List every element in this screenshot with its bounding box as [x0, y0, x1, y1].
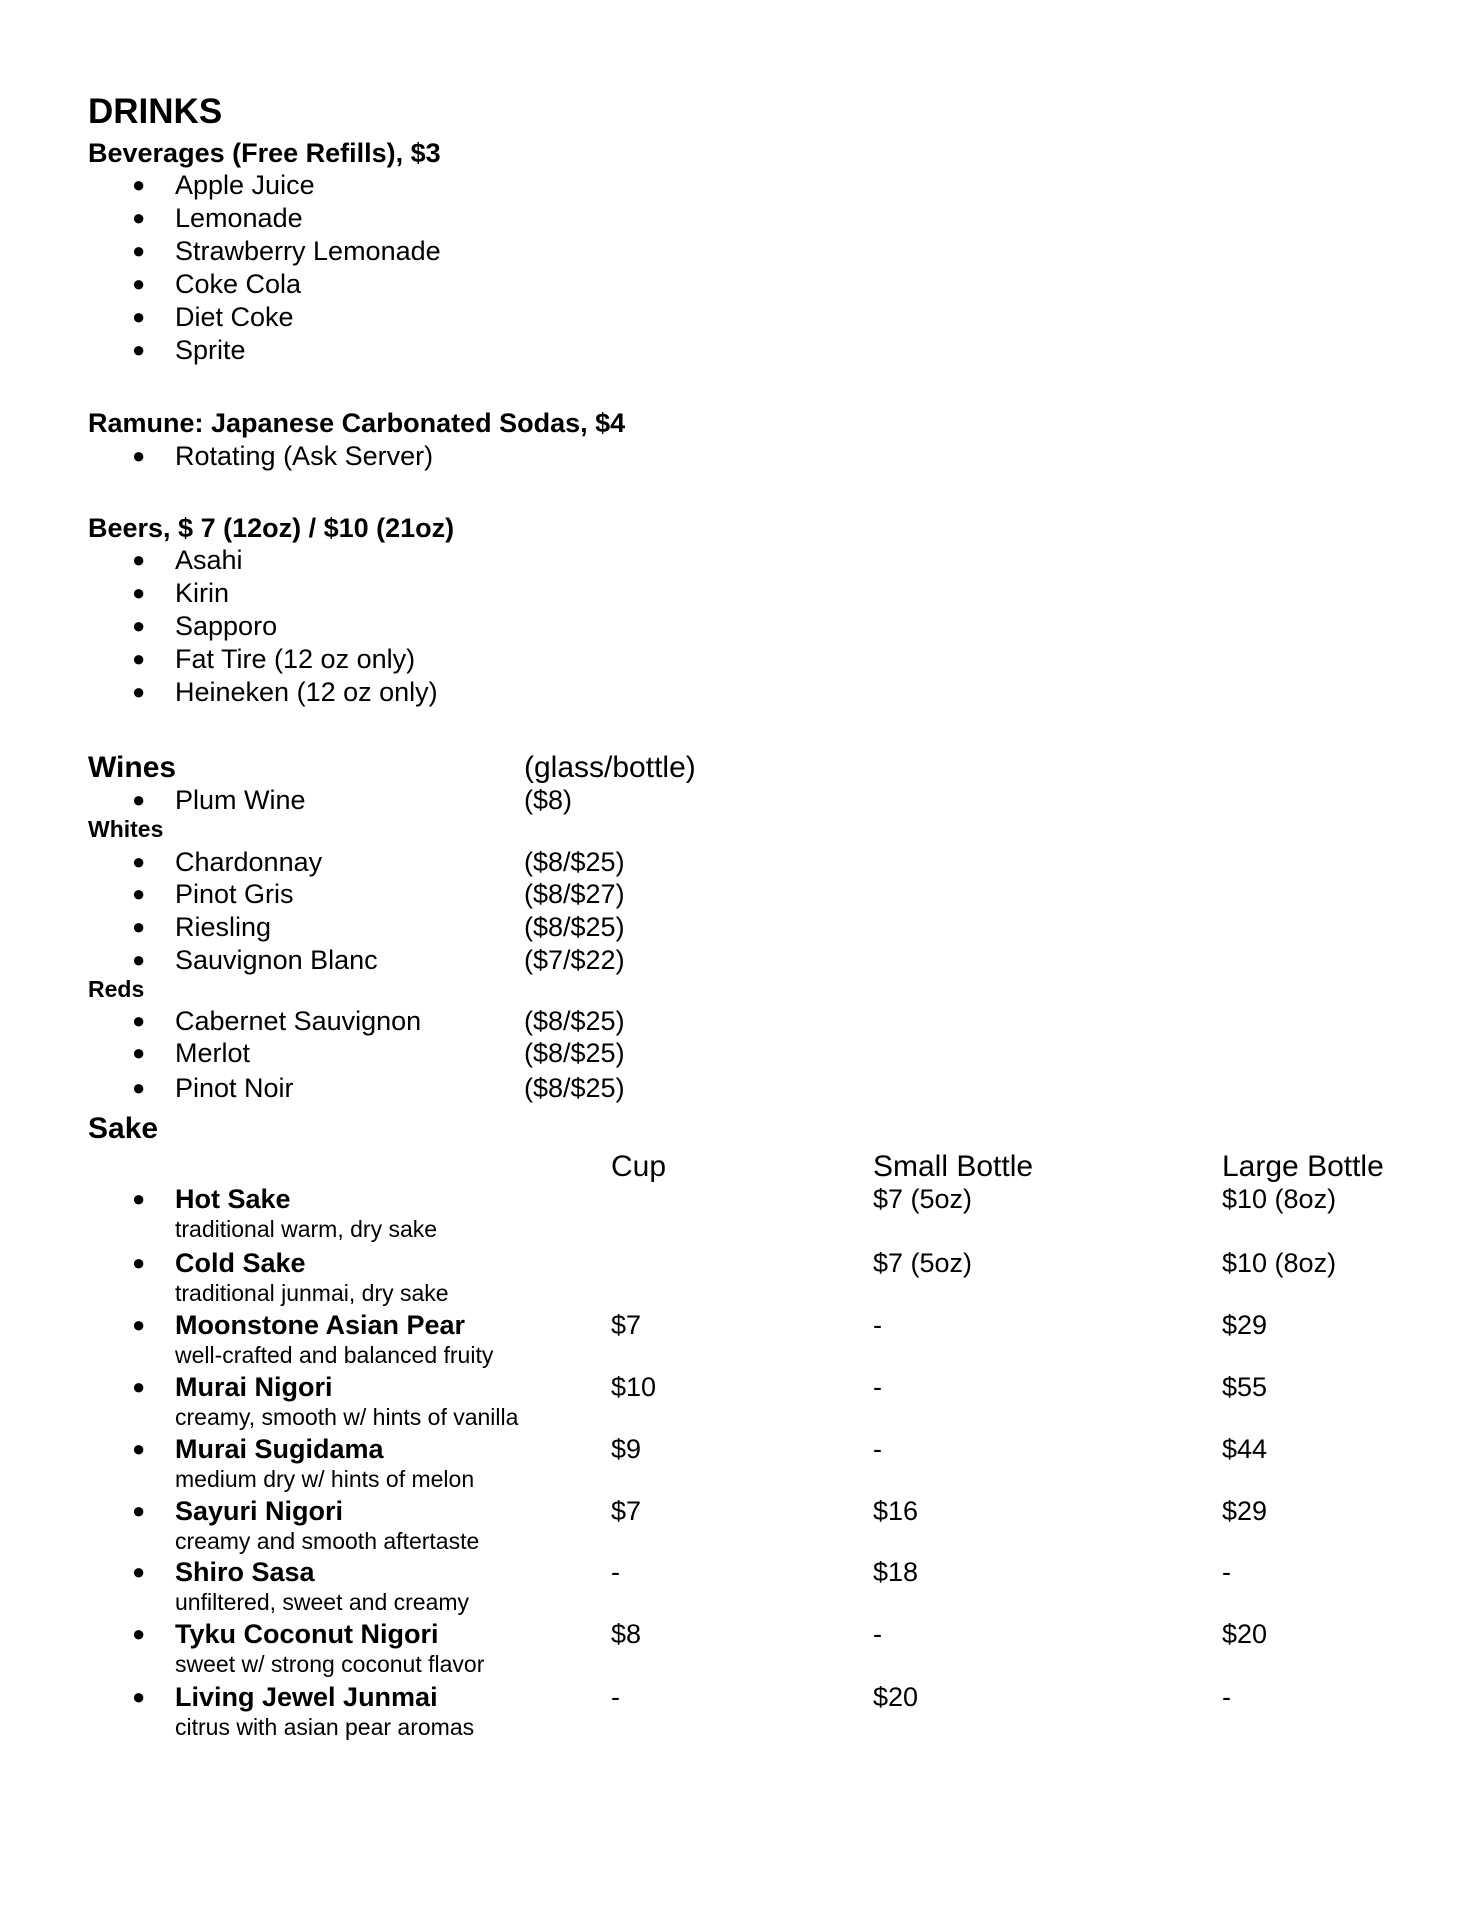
sake-price-large-bottle: $55 — [1222, 1372, 1268, 1402]
sake-item-description: traditional warm, dry sake — [175, 1216, 438, 1242]
list-item-beverage: Apple Juice — [175, 170, 315, 200]
section-heading-wines: Wines — [88, 751, 177, 784]
sake-item-name: Sayuri Nigori — [175, 1496, 344, 1526]
sake-item-description: creamy and smooth aftertaste — [175, 1528, 480, 1554]
section-heading-sake: Sake — [88, 1112, 159, 1145]
sake-price-small-bottle: $7 (5oz) — [873, 1248, 973, 1278]
sake-item-name: Cold Sake — [175, 1248, 306, 1278]
section-heading-beers: Beers, $ 7 (12oz) / $10 (21oz) — [88, 513, 455, 543]
sake-price-cup: $10 — [611, 1372, 657, 1402]
bullet-icon: ● — [132, 1040, 146, 1065]
wine-item-price: ($8/$25) — [524, 847, 625, 877]
subheading-reds: Reds — [88, 976, 145, 1002]
sake-price-cup: - — [611, 1557, 620, 1587]
sake-price-cup: $9 — [611, 1434, 642, 1464]
sake-item-description: well-crafted and balanced fruity — [175, 1342, 494, 1368]
sake-price-small-bottle: - — [873, 1310, 882, 1340]
sake-item-name: Murai Sugidama — [175, 1434, 384, 1464]
bullet-icon: ● — [132, 1684, 146, 1709]
sake-item-description: sweet w/ strong coconut flavor — [175, 1651, 485, 1677]
wine-item-price: ($8/$25) — [524, 912, 625, 942]
sake-item-name: Shiro Sasa — [175, 1557, 315, 1587]
bullet-icon: ● — [132, 613, 146, 638]
sake-item-description: traditional junmai, dry sake — [175, 1280, 449, 1306]
list-item-beverage: Sprite — [175, 335, 246, 365]
list-item-beer: Kirin — [175, 578, 230, 608]
sake-item-description: medium dry w/ hints of melon — [175, 1466, 475, 1492]
section-heading-ramune: Ramune: Japanese Carbonated Sodas, $4 — [88, 408, 626, 438]
sake-price-small-bottle: $16 — [873, 1496, 919, 1526]
sake-price-large-bottle: $29 — [1222, 1310, 1268, 1340]
sake-item-description: creamy, smooth w/ hints of vanilla — [175, 1404, 519, 1430]
sake-price-cup: $8 — [611, 1619, 642, 1649]
wine-item-name: Plum Wine — [175, 785, 306, 815]
sake-price-cup: $7 — [611, 1496, 642, 1526]
list-item-beverage: Diet Coke — [175, 302, 294, 332]
bullet-icon: ● — [132, 172, 146, 197]
sake-price-large-bottle: $20 — [1222, 1619, 1268, 1649]
bullet-icon: ● — [132, 1008, 146, 1033]
bullet-icon: ● — [132, 679, 146, 704]
section-heading-beverages: Beverages (Free Refills), $3 — [88, 138, 441, 168]
sake-item-name: Murai Nigori — [175, 1372, 333, 1402]
sake-price-cup: $7 — [611, 1310, 642, 1340]
wine-item-price: ($8/$25) — [524, 1073, 625, 1103]
bullet-icon: ● — [132, 1559, 146, 1584]
wine-price-header: (glass/bottle) — [524, 751, 696, 784]
wine-item-name: Chardonnay — [175, 847, 323, 877]
sake-price-large-bottle: $29 — [1222, 1496, 1268, 1526]
bullet-icon: ● — [132, 849, 146, 874]
bullet-icon: ● — [132, 1498, 146, 1523]
bullet-icon: ● — [132, 787, 146, 812]
sake-item-name: Living Jewel Junmai — [175, 1682, 438, 1712]
wine-item-price: ($8/$25) — [524, 1038, 625, 1068]
bullet-icon: ● — [132, 238, 146, 263]
wine-item-name: Cabernet Sauvignon — [175, 1006, 422, 1036]
wine-item-price: ($8/$27) — [524, 879, 625, 909]
sake-item-name: Moonstone Asian Pear — [175, 1310, 466, 1340]
wine-item-price: ($8) — [524, 785, 573, 815]
sake-price-small-bottle: - — [873, 1434, 882, 1464]
list-item-beverage: Strawberry Lemonade — [175, 236, 441, 266]
bullet-icon: ● — [132, 1621, 146, 1646]
sake-price-large-bottle: - — [1222, 1557, 1231, 1587]
sake-price-small-bottle: - — [873, 1619, 882, 1649]
sake-item-name: Tyku Coconut Nigori — [175, 1619, 439, 1649]
sake-price-large-bottle: $44 — [1222, 1434, 1268, 1464]
wine-item-name: Pinot Gris — [175, 879, 294, 909]
sake-price-small-bottle: - — [873, 1372, 882, 1402]
bullet-icon: ● — [132, 947, 146, 972]
bullet-icon: ● — [132, 205, 146, 230]
list-item-beer: Heineken (12 oz only) — [175, 677, 438, 707]
sake-item-description: unfiltered, sweet and creamy — [175, 1589, 470, 1615]
page-title: DRINKS — [88, 92, 223, 131]
wine-item-name: Riesling — [175, 912, 272, 942]
bullet-icon: ● — [132, 304, 146, 329]
bullet-icon: ● — [132, 1250, 146, 1275]
list-item-beverage: Lemonade — [175, 203, 303, 233]
bullet-icon: ● — [132, 547, 146, 572]
bullet-icon: ● — [132, 1186, 146, 1211]
bullet-icon: ● — [132, 443, 146, 468]
bullet-icon: ● — [132, 580, 146, 605]
bullet-icon: ● — [132, 337, 146, 362]
list-item-beverage: Coke Cola — [175, 269, 302, 299]
wine-item-price: ($7/$22) — [524, 945, 625, 975]
wine-item-name: Pinot Noir — [175, 1073, 294, 1103]
bullet-icon: ● — [132, 271, 146, 296]
bullet-icon: ● — [132, 1312, 146, 1337]
sake-price-small-bottle: $7 (5oz) — [873, 1184, 973, 1214]
bullet-icon: ● — [132, 646, 146, 671]
sake-price-large-bottle: - — [1222, 1682, 1231, 1712]
wine-item-name: Sauvignon Blanc — [175, 945, 378, 975]
subheading-whites: Whites — [88, 816, 164, 842]
column-header-cup: Cup — [611, 1150, 667, 1183]
list-item-beer: Sapporo — [175, 611, 278, 641]
sake-price-small-bottle: $20 — [873, 1682, 919, 1712]
list-item-beer: Fat Tire (12 oz only) — [175, 644, 416, 674]
bullet-icon: ● — [132, 1436, 146, 1461]
sake-price-large-bottle: $10 (8oz) — [1222, 1184, 1337, 1214]
bullet-icon: ● — [132, 881, 146, 906]
column-header-large-bottle: Large Bottle — [1222, 1150, 1384, 1183]
sake-item-name: Hot Sake — [175, 1184, 291, 1214]
bullet-icon: ● — [132, 1075, 146, 1100]
sake-item-description: citrus with asian pear aromas — [175, 1714, 475, 1740]
sake-price-small-bottle: $18 — [873, 1557, 919, 1587]
column-header-small-bottle: Small Bottle — [873, 1150, 1034, 1183]
bullet-icon: ● — [132, 914, 146, 939]
wine-item-price: ($8/$25) — [524, 1006, 625, 1036]
wine-item-name: Merlot — [175, 1038, 251, 1068]
list-item-beer: Asahi — [175, 545, 243, 575]
bullet-icon: ● — [132, 1374, 146, 1399]
sake-price-large-bottle: $10 (8oz) — [1222, 1248, 1337, 1278]
sake-price-cup: - — [611, 1682, 620, 1712]
list-item-ramune: Rotating (Ask Server) — [175, 441, 434, 471]
